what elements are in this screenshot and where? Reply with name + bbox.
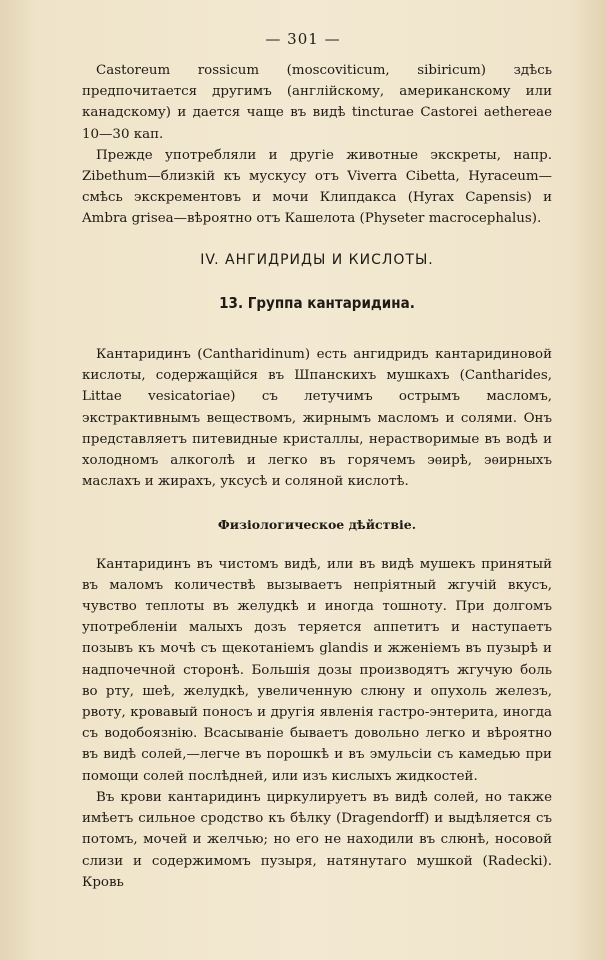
section-title: IV. АНГИДРИДЫ И КИСЛОТЫ. <box>200 251 434 268</box>
paragraph-physiological-action: Кантаридинъ въ чистомъ видѣ, или въ видѣ мушекъ принятый въ маломъ количествѣ вызываетъ непріятный жгучій вкусъ, чувство теплоты въ желудкѣ и иногда тошноту. При долгомъ употребленіи малыхъ дозъ теряется аппетитъ и наступаетъ позывъ къ мочѣ съ щекотаніемъ glandis и жженіемъ въ пузырѣ и надпочечной сторонѣ. Большія дозы производятъ жгучую боль во рту, шеѣ, желудкѣ, увеличенную слюну и опухоль железъ, рвоту, кровавый поносъ и другія явленія гастро-энтерита, иногда съ водобоязнію. Всасываніе бываетъ довольно легко и вѣроятно въ видѣ солей,—легче въ порошкѣ и въ эмульсіи съ камедью при помощи солей послѣдней, или изъ кислыхъ жидкостей. <box>82 556 552 784</box>
page-number: — 301 — <box>265 30 341 48</box>
paragraph-other-excreta: Прежде употребляли и другіе животные экскреты, напр. Zibethum—близкій къ мускусу отъ Viverra Cibetta, Hyraceum—смѣсь экскрементовъ и мочи Клипдакса (Hyrax Capensis) и Ambra grisea—вѣроятно отъ Кашелота (Physeter macrocephalus). <box>82 147 552 227</box>
subsection-title: Физіологическое дѣйствіе. <box>217 517 417 533</box>
group-title: 13. Группа кантаридина. <box>219 293 415 312</box>
paragraph-cantharidin: Кантаридинъ (Cantharidinum) есть ангидридъ кантаридиновой кислоты, содержащійся въ Шпанскихъ мушкахъ (Cantharides, Littae vesicatoriae) съ летучимъ острымъ масломъ, экстрактивнымъ веществомъ, жирнымъ масломъ и солями. Онъ представляетъ питевидные кристаллы, нерастворимые въ водѣ и холодномъ алкоголѣ и легко въ горячемъ эѳирѣ, эѳирныхъ маслахъ и жирахъ, уксусѣ и соляной кислотѣ. <box>82 347 552 490</box>
page-body <box>82 60 552 893</box>
paragraph-castoreum: Castoreum rossicum (moscoviticum, sibiricum) здѣсь предпочитается другимъ (англійскому, американскому или канадскому) и дается чаще въ видѣ tincturae Castorei aethereae 10—30 кап. <box>82 63 552 142</box>
paragraph-blood-circulation: Въ крови кантаридинъ циркулируетъ въ видѣ солей, но также имѣетъ сильное сродство къ бѣлку (Dragendorff) и выдѣляется съ потомъ, мочей и желчью; но его не находили въ слюнѣ, носовой слизи и содержимомъ пузыря, натянутаго мушкой (Radecki). Кровь <box>82 789 552 890</box>
